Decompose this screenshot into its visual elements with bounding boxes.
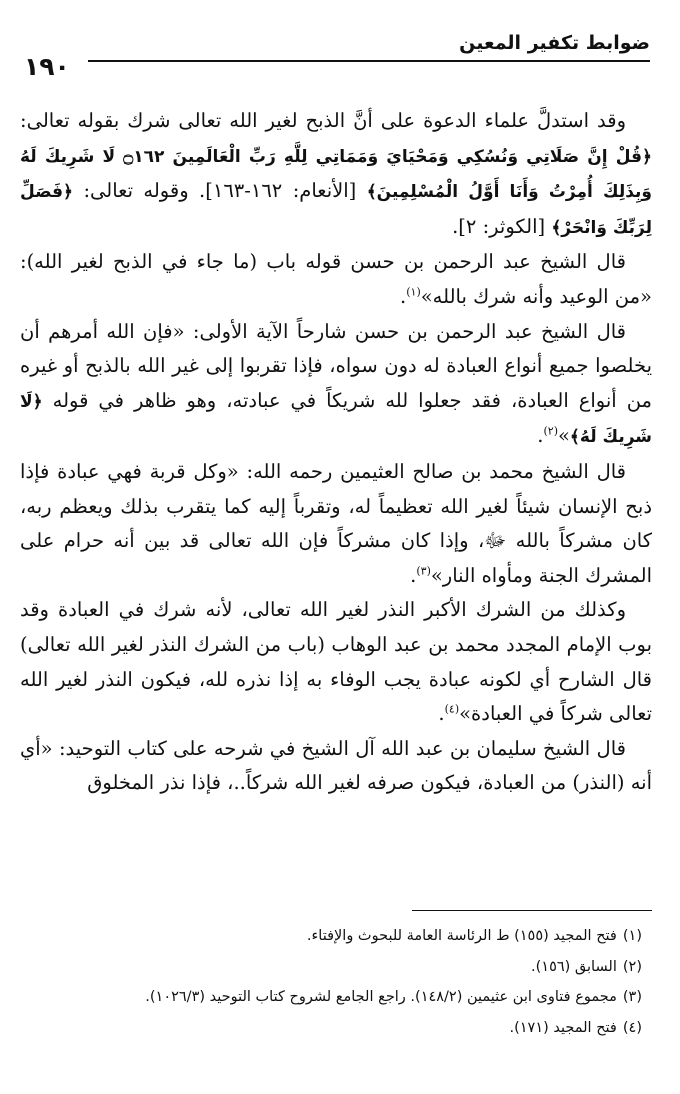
quran-verse: ﴿لَا شَرِيكَ لَهُ﴾ — [20, 391, 652, 448]
quran-verse: ﴿قُلْ إِنَّ صَلَاتِي وَنُسُكِي وَمَحْيَايَ وَمَمَاتِي لِلَّهِ رَبِّ الْعَالَمِينَ ۝١٦٢ لَا شَرِيكَ لَهُ وَبِذَلِكَ أُمِرْتُ وَأَنَا أَوَّلُ الْمُسْلِمِينَ﴾ — [20, 146, 652, 203]
paragraph-text: . — [410, 563, 417, 587]
footnote-reference: (٢) — [543, 424, 558, 438]
paragraph — [20, 593, 652, 731]
footnote — [20, 952, 652, 983]
footnote-text: مجموع فتاوى ابن عثيمين (١٤٨/٢). راجع الجامع لشروح كتاب التوحيد (١٠٢٦/٣). — [145, 989, 617, 1005]
paragraph — [20, 455, 652, 593]
paragraph-text: » — [557, 424, 570, 448]
footnote-text: فتح المجيد (١٧١). — [509, 1019, 617, 1036]
page-number: ١٩٠ — [24, 52, 70, 81]
paragraph-text: [الكوثر: ٢]. — [452, 214, 552, 238]
footnote-reference: (١) — [406, 285, 421, 299]
paragraph — [20, 315, 652, 455]
footnote-text: فتح المجيد (١٥٥) ط الرئاسة العامة للبحوث والإفتاء. — [306, 928, 617, 944]
page-header — [18, 30, 650, 88]
footnote-separator — [412, 910, 652, 911]
footnotes — [20, 921, 652, 1043]
running-title: ضوابط تكفير المعين — [459, 32, 650, 54]
footnote-number: (٤) — [622, 1019, 642, 1036]
footnote — [20, 982, 652, 1013]
paragraph — [20, 245, 652, 314]
paragraph-text: . — [438, 702, 445, 726]
main-text — [20, 104, 652, 801]
footnote-text: السابق (١٥٦). — [531, 958, 617, 975]
paragraph-text: قال الشيخ سليمان بن عبد الله آل الشيخ في شرحه على كتاب التوحيد: «أي أنه (النذر) من العبادة، فيكون صرفه لغير الله شركاً..، فإذا نذر المخلوق — [20, 736, 652, 795]
header-rule — [88, 60, 650, 62]
footnote-reference: (٤) — [444, 702, 460, 716]
footnote — [20, 921, 652, 952]
paragraph-text: . — [537, 424, 544, 448]
footnote — [20, 1013, 652, 1044]
paragraph-text: [الأنعام: ١٦٢-١٦٣]. وقوله تعالى: — [73, 179, 367, 203]
paragraph — [20, 732, 652, 801]
paragraph-text: قال الشيخ عبد الرحمن بن حسن شارحاً الآية الأولى: «فإن الله أمرهم أن يخلصوا جميع أنواع العبادة له دون سواه، فإذا تقربوا إلى غير الله بالذبح أو غيره من أنواع العبادة، فقد جعلوا لله شريكاً في عبادته، وهو ظاهر في قوله — [20, 319, 652, 412]
footnote-number: (٢) — [622, 958, 642, 975]
paragraph-text: . — [400, 284, 407, 308]
paragraph — [20, 104, 652, 245]
footnote-number: (١) — [622, 928, 642, 944]
paragraph-text: وقد استدلَّ علماء الدعوة على أنَّ الذبح لغير الله تعالى شرك بقوله تعالى: — [20, 109, 626, 132]
footnote-reference: (٣) — [416, 564, 431, 578]
footnote-number: (٣) — [622, 989, 642, 1005]
quran-verse: ﴿فَصَلِّ لِرَبِّكَ وَانْحَرْ﴾ — [20, 182, 652, 238]
paragraph-text: قال الشيخ محمد بن صالح العثيمين رحمه الله: «وكل قربة فهي عبادة فإذا ذبح الإنسان شيئاً لغير الله تعظيماً له، وتقرباً إليه كما يتقرب بذلك ويعظم ربه، كان مشركاً بالله ﷻ، وإذا كان مشركاً فإن الله تعالى قد بين أنه حرام على المشرك الجنة ومأواه النار» — [20, 459, 652, 587]
paragraph-text: وكذلك من الشرك الأكبر النذر لغير الله تعالى، لأنه شرك في العبادة وقد بوب الإمام المجدد محمد بن عبد الوهاب (باب من الشرك النذر لغير الله تعالى) قال الشارح أي لكونه عبادة يجب الوفاء به إذا نذره لله، فيكون النذر لغير الله تعالى شركاً في العبادة» — [20, 598, 652, 726]
paragraph-text: قال الشيخ عبد الرحمن بن حسن قوله باب (ما جاء في الذبح لغير الله): «من الوعيد وأنه شرك بالله» — [20, 250, 652, 308]
